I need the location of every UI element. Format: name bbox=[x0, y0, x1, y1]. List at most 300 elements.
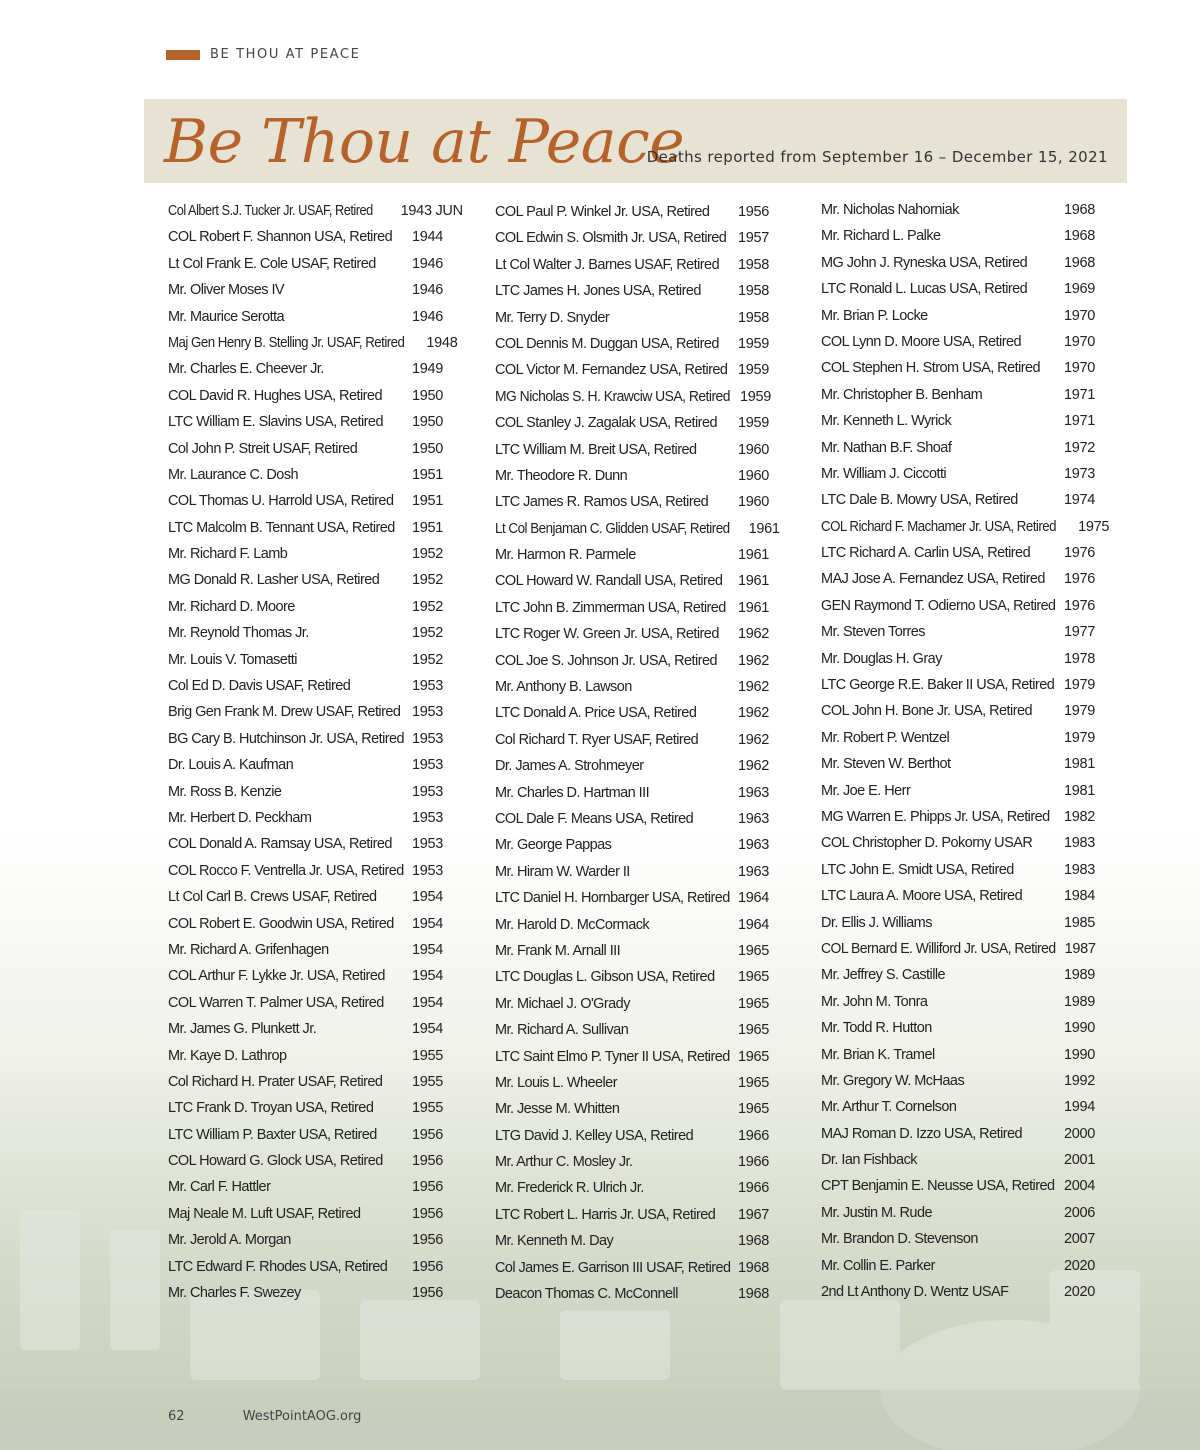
obituary-entry bbox=[168, 277, 443, 303]
deceased-name: COL John H. Bone Jr. USA, Retired bbox=[821, 703, 1032, 720]
obituary-entry bbox=[821, 619, 1095, 645]
class-year: 1976 bbox=[1063, 597, 1095, 614]
obituary-entry bbox=[821, 461, 1095, 487]
deceased-name: Mr. Charles E. Cheever Jr. bbox=[168, 361, 324, 378]
class-year: 1959 bbox=[737, 335, 769, 352]
class-year: 1952 bbox=[411, 598, 443, 615]
obituary-entry bbox=[821, 408, 1095, 434]
class-year: 1955 bbox=[411, 1047, 443, 1064]
class-year: 1951 bbox=[411, 493, 443, 510]
obituary-entry bbox=[821, 487, 1095, 513]
obituary-entry bbox=[168, 1280, 443, 1306]
deceased-name: Mr. Brian K. Tramel bbox=[821, 1046, 935, 1063]
deceased-name: LTC John B. Zimmerman USA, Retired bbox=[495, 599, 726, 616]
class-year: 1968 bbox=[1063, 202, 1095, 218]
class-year: 1954 bbox=[411, 915, 443, 932]
class-year: 1965 bbox=[737, 1048, 769, 1065]
class-year: 2000 bbox=[1063, 1125, 1095, 1142]
class-year: 1966 bbox=[737, 1127, 769, 1144]
obituary-entry bbox=[495, 700, 769, 726]
obituary-entry bbox=[495, 568, 769, 594]
class-year: 2006 bbox=[1063, 1204, 1095, 1221]
class-year: 1953 bbox=[411, 836, 443, 853]
obituary-entry bbox=[168, 1122, 443, 1148]
obituary-entry bbox=[168, 963, 443, 989]
class-year: 1976 bbox=[1063, 545, 1095, 562]
deceased-name: Lt Col Carl B. Crews USAF, Retired bbox=[168, 889, 377, 906]
class-year: 1987 bbox=[1064, 940, 1096, 957]
obituary-column-2 bbox=[495, 199, 780, 1307]
deceased-name: COL Donald A. Ramsay USA, Retired bbox=[168, 836, 392, 853]
deceased-name: Mr. Steven Torres bbox=[821, 624, 926, 641]
deceased-name: Mr. James G. Plunkett Jr. bbox=[168, 1021, 317, 1038]
class-year: 1953 bbox=[411, 678, 443, 695]
class-year: 1943 JUN bbox=[400, 203, 463, 219]
deceased-name: Mr. Richard A. Sullivan bbox=[495, 1022, 629, 1039]
class-year: 1968 bbox=[1063, 254, 1095, 271]
obituary-entry bbox=[821, 1173, 1095, 1199]
deceased-name: LTC George R.E. Baker II USA, Retired bbox=[821, 677, 1055, 694]
deceased-name: Mr. Charles F. Swezey bbox=[168, 1285, 301, 1302]
deceased-name: Mr. William J. Ciccotti bbox=[821, 465, 947, 482]
deceased-name: COL Lynn D. Moore USA, Retired bbox=[821, 333, 1022, 350]
obituary-entry bbox=[821, 566, 1095, 592]
deceased-name: LTC William M. Breit USA, Retired bbox=[495, 441, 697, 458]
obituary-entry bbox=[495, 595, 769, 621]
deceased-name: COL Stephen H. Strom USA, Retired bbox=[821, 360, 1041, 377]
class-year: 1990 bbox=[1063, 1020, 1095, 1037]
deceased-name: COL Robert F. Shannon USA, Retired bbox=[168, 229, 393, 246]
obituary-entry bbox=[168, 620, 443, 646]
obituary-entry bbox=[495, 1255, 769, 1281]
class-year: 1981 bbox=[1063, 782, 1095, 799]
obituary-entry bbox=[168, 726, 443, 752]
deceased-name: MG Warren E. Phipps Jr. USA, Retired bbox=[821, 808, 1050, 825]
deceased-name: Deacon Thomas C. McConnell bbox=[495, 1286, 678, 1303]
obituary-entry bbox=[495, 1123, 769, 1149]
obituary-entry bbox=[821, 382, 1095, 408]
deceased-name: MG Nicholas S. H. Krawciw USA, Retired bbox=[495, 388, 730, 405]
class-year: 1953 bbox=[411, 704, 443, 721]
class-year: 1962 bbox=[737, 758, 769, 775]
deceased-name: COL Howard G. Glock USA, Retired bbox=[168, 1153, 383, 1170]
obituary-entry bbox=[495, 674, 769, 700]
obituary-entry bbox=[495, 1070, 769, 1096]
deceased-name: Mr. Jesse M. Whitten bbox=[495, 1101, 620, 1118]
deceased-name: Maj Neale M. Luft USAF, Retired bbox=[168, 1205, 361, 1222]
obituary-entry bbox=[821, 1253, 1095, 1279]
obituary-entry bbox=[495, 885, 769, 911]
deceased-name: Col Albert S.J. Tucker Jr. USAF, Retired bbox=[168, 203, 373, 219]
deceased-name: Mr. Laurance C. Dosh bbox=[168, 466, 299, 483]
obituary-entry bbox=[495, 1281, 769, 1307]
class-year: 1968 bbox=[737, 1233, 769, 1250]
deceased-name: LTC Roger W. Green Jr. USA, Retired bbox=[495, 626, 719, 643]
deceased-name: Mr. Michael J. O'Grady bbox=[495, 995, 630, 1012]
class-year: 1953 bbox=[411, 783, 443, 800]
obituary-entry bbox=[495, 991, 769, 1017]
class-year: 1952 bbox=[411, 651, 443, 668]
class-year: 1964 bbox=[737, 890, 769, 907]
deceased-name: Mr. Frederick R. Ulrich Jr. bbox=[495, 1180, 644, 1197]
class-year: 1959 bbox=[740, 388, 772, 405]
deceased-name: Mr. Terry D. Snyder bbox=[495, 309, 610, 326]
class-year: 1977 bbox=[1063, 624, 1095, 641]
obituary-entry bbox=[168, 805, 443, 831]
obituary-entry bbox=[821, 646, 1095, 672]
obituary-entry bbox=[495, 648, 769, 674]
deceased-name: MG John J. Ryneska USA, Retired bbox=[821, 254, 1028, 271]
obituary-entry bbox=[168, 990, 443, 1016]
deceased-name: Mr. Harmon R. Parmele bbox=[495, 547, 636, 564]
obituary-entry bbox=[495, 1202, 769, 1228]
deceased-name: Mr. Ross B. Kenzie bbox=[168, 783, 282, 800]
deceased-name: COL Arthur F. Lykke Jr. USA, Retired bbox=[168, 968, 385, 985]
class-year: 2020 bbox=[1063, 1284, 1095, 1301]
class-year: 1965 bbox=[737, 1101, 769, 1118]
class-year: 1979 bbox=[1063, 703, 1095, 720]
obituary-entry bbox=[821, 329, 1095, 355]
obituary-entry bbox=[168, 1069, 443, 1095]
class-year: 1970 bbox=[1063, 333, 1095, 350]
obituary-entry bbox=[495, 938, 769, 964]
obituary-entry bbox=[495, 1096, 769, 1122]
obituary-entry bbox=[821, 830, 1095, 856]
deceased-name: LTC Ronald L. Lucas USA, Retired bbox=[821, 281, 1028, 298]
obituary-entry bbox=[495, 621, 769, 647]
class-year: 1963 bbox=[737, 863, 769, 880]
obituary-entry bbox=[168, 699, 443, 725]
deceased-name: Mr. Nathan B.F. Shoaf bbox=[821, 439, 952, 456]
class-year: 1982 bbox=[1063, 808, 1095, 825]
deceased-name: Mr. Hiram W. Warder II bbox=[495, 863, 630, 880]
class-year: 1946 bbox=[411, 308, 443, 325]
obituary-entry bbox=[821, 355, 1095, 381]
obituary-entry bbox=[821, 1121, 1095, 1147]
deceased-name: Dr. Louis A. Kaufman bbox=[168, 757, 294, 774]
deceased-name: MG Donald R. Lasher USA, Retired bbox=[168, 572, 380, 589]
deceased-name: COL Paul P. Winkel Jr. USA, Retired bbox=[495, 204, 710, 220]
obituary-entry bbox=[495, 410, 769, 436]
obituary-column-1 bbox=[168, 198, 463, 1306]
deceased-name: BG Cary B. Hutchinson Jr. USA, Retired bbox=[168, 730, 405, 747]
obituary-entry bbox=[495, 753, 769, 779]
obituary-entry bbox=[821, 1200, 1095, 1226]
deceased-name: Col Richard H. Prater USAF, Retired bbox=[168, 1073, 383, 1090]
deceased-name: Mr. Jeffrey S. Castille bbox=[821, 967, 946, 984]
obituary-entry bbox=[168, 1043, 443, 1069]
deceased-name: LTC Donald A. Price USA, Retired bbox=[495, 705, 697, 722]
obituary-entry bbox=[821, 936, 1095, 962]
obituary-entry bbox=[821, 857, 1095, 883]
class-year: 1984 bbox=[1063, 888, 1095, 905]
deceased-name: COL Edwin S. Olsmith Jr. USA, Retired bbox=[495, 230, 727, 247]
deceased-name: Mr. Richard A. Grifenhagen bbox=[168, 941, 329, 958]
class-year: 1985 bbox=[1063, 914, 1095, 931]
deceased-name: COL Rocco F. Ventrella Jr. USA, Retired bbox=[168, 862, 404, 879]
obituary-entry bbox=[495, 780, 769, 806]
obituary-entry bbox=[168, 224, 443, 250]
class-year: 1959 bbox=[737, 362, 769, 379]
class-year: 1962 bbox=[737, 705, 769, 722]
class-year: 1961 bbox=[737, 573, 769, 590]
deceased-name: Mr. Justin M. Rude bbox=[821, 1204, 932, 1221]
class-year: 1952 bbox=[411, 625, 443, 642]
class-year: 1976 bbox=[1063, 571, 1095, 588]
class-year: 1961 bbox=[737, 599, 769, 616]
class-year: 1946 bbox=[411, 282, 443, 299]
deceased-name: LTC Richard A. Carlin USA, Retired bbox=[821, 545, 1031, 562]
obituary-entry bbox=[168, 1254, 443, 1280]
class-year: 1992 bbox=[1063, 1072, 1095, 1089]
class-year: 1962 bbox=[737, 626, 769, 643]
class-year: 1962 bbox=[737, 652, 769, 669]
class-year: 1963 bbox=[737, 810, 769, 827]
obituary-entry bbox=[821, 1068, 1095, 1094]
obituary-entry bbox=[495, 199, 769, 225]
class-year: 1981 bbox=[1063, 756, 1095, 773]
deceased-name: COL Dennis M. Duggan USA, Retired bbox=[495, 335, 719, 352]
obituary-entry bbox=[168, 1227, 443, 1253]
deceased-name: LTC Dale B. Mowry USA, Retired bbox=[821, 492, 1018, 509]
obituary-entry bbox=[821, 804, 1095, 830]
class-year: 1963 bbox=[737, 784, 769, 801]
deceased-name: Mr. Herbert D. Peckham bbox=[168, 809, 312, 826]
page-footer bbox=[168, 1409, 361, 1424]
obituary-entry bbox=[821, 725, 1095, 751]
class-year: 1949 bbox=[411, 361, 443, 378]
obituary-entry bbox=[821, 1094, 1095, 1120]
deceased-name: Brig Gen Frank M. Drew USAF, Retired bbox=[168, 704, 401, 721]
class-year: 1968 bbox=[737, 1259, 769, 1276]
section-tag-bar bbox=[166, 50, 200, 60]
obituary-entry bbox=[821, 1147, 1095, 1173]
class-year: 1960 bbox=[737, 467, 769, 484]
deceased-name: Mr. Oliver Moses IV bbox=[168, 282, 285, 299]
class-year: 1978 bbox=[1063, 650, 1095, 667]
class-year: 1970 bbox=[1063, 307, 1095, 324]
deceased-name: Mr. Steven W. Berthot bbox=[821, 756, 951, 773]
obituary-entry bbox=[168, 488, 443, 514]
class-year: 1989 bbox=[1063, 993, 1095, 1010]
deceased-name: COL Thomas U. Harrold USA, Retired bbox=[168, 493, 394, 510]
obituary-entry bbox=[821, 1226, 1095, 1252]
deceased-name: LTC Robert L. Harris Jr. USA, Retired bbox=[495, 1206, 716, 1223]
class-year: 1962 bbox=[737, 731, 769, 748]
deceased-name: LTC James R. Ramos USA, Retired bbox=[495, 494, 709, 511]
obituary-entry bbox=[495, 278, 769, 304]
obituary-entry bbox=[168, 462, 443, 488]
section-tag-text: BE THOU AT PEACE bbox=[210, 47, 361, 62]
deceased-name: COL Christopher D. Pokorny USAR bbox=[821, 835, 1033, 852]
deceased-name: Mr. Louis V. Tomasetti bbox=[168, 651, 297, 668]
class-year: 1952 bbox=[411, 546, 443, 563]
obituary-entry bbox=[168, 409, 443, 435]
class-year: 1959 bbox=[737, 415, 769, 432]
deceased-name: MAJ Jose A. Fernandez USA, Retired bbox=[821, 571, 1045, 588]
obituary-entry bbox=[168, 436, 443, 462]
class-year: 1968 bbox=[737, 1286, 769, 1303]
obituary-entry bbox=[495, 489, 769, 515]
class-year: 1979 bbox=[1063, 677, 1095, 694]
obituary-entry bbox=[821, 778, 1095, 804]
obituary-entry bbox=[168, 594, 443, 620]
deceased-name: LTC Laura A. Moore USA, Retired bbox=[821, 888, 1023, 905]
deceased-name: LTC Douglas L. Gibson USA, Retired bbox=[495, 969, 715, 986]
deceased-name: COL Richard F. Machamer Jr. USA, Retired bbox=[821, 518, 1056, 535]
class-year: 1972 bbox=[1063, 439, 1095, 456]
deceased-name: Mr. Richard L. Palke bbox=[821, 228, 941, 245]
class-year: 1968 bbox=[1063, 228, 1095, 245]
deceased-name: Mr. Louis L. Wheeler bbox=[495, 1074, 617, 1091]
deceased-name: COL Stanley J. Zagalak USA, Retired bbox=[495, 415, 717, 432]
obituary-entry bbox=[821, 962, 1095, 988]
class-year: 1956 bbox=[411, 1285, 443, 1302]
class-year: 1983 bbox=[1063, 835, 1095, 852]
obituary-entry bbox=[495, 1228, 769, 1254]
class-year: 1975 bbox=[1078, 518, 1110, 535]
obituary-entry bbox=[495, 331, 769, 357]
class-year: 1951 bbox=[411, 466, 443, 483]
obituary-entry bbox=[168, 304, 443, 330]
class-year: 1965 bbox=[737, 995, 769, 1012]
obituary-entry bbox=[495, 225, 769, 251]
deceased-name: Mr. Arthur C. Mosley Jr. bbox=[495, 1154, 633, 1171]
class-year: 1973 bbox=[1063, 465, 1095, 482]
obituary-entry bbox=[495, 727, 769, 753]
class-year: 1965 bbox=[737, 1022, 769, 1039]
deceased-name: LTC Daniel H. Hornbarger USA, Retired bbox=[495, 890, 730, 907]
obituary-entry bbox=[495, 384, 772, 410]
deceased-name: Mr. Jerold A. Morgan bbox=[168, 1232, 291, 1249]
obituary-entry bbox=[168, 937, 443, 963]
deceased-name: Mr. Reynold Thomas Jr. bbox=[168, 625, 309, 642]
class-year: 1969 bbox=[1063, 281, 1095, 298]
class-year: 1974 bbox=[1063, 492, 1095, 509]
deceased-name: Mr. Brian P. Locke bbox=[821, 307, 928, 324]
class-year: 1953 bbox=[411, 757, 443, 774]
deceased-name: Mr. Carl F. Hattler bbox=[168, 1179, 271, 1196]
obituary-entry bbox=[821, 989, 1095, 1015]
deceased-name: Col John P. Streit USAF, Retired bbox=[168, 440, 358, 457]
deceased-name: COL Joe S. Johnson Jr. USA, Retired bbox=[495, 652, 717, 669]
class-year: 1956 bbox=[737, 204, 769, 220]
deceased-name: Lt Col Frank E. Cole USAF, Retired bbox=[168, 255, 376, 272]
class-year: 1955 bbox=[411, 1100, 443, 1117]
page-number: 62 bbox=[168, 1409, 185, 1424]
deceased-name: Mr. Kaye D. Lathrop bbox=[168, 1047, 287, 1064]
obituary-entry bbox=[495, 252, 769, 278]
class-year: 1953 bbox=[411, 730, 443, 747]
deceased-name: COL Bernard E. Williford Jr. USA, Retired bbox=[821, 940, 1056, 957]
class-year: 1958 bbox=[737, 283, 769, 300]
class-year: 1966 bbox=[737, 1180, 769, 1197]
deceased-name: Mr. Gregory W. McHaas bbox=[821, 1072, 965, 1089]
deceased-name: MAJ Roman D. Izzo USA, Retired bbox=[821, 1125, 1023, 1142]
obituary-entry bbox=[168, 831, 443, 857]
obituary-entry bbox=[495, 832, 769, 858]
obituary-entry bbox=[495, 806, 769, 832]
class-year: 1951 bbox=[411, 519, 443, 536]
deceased-name: Mr. Douglas H. Gray bbox=[821, 650, 942, 667]
obituary-entry bbox=[821, 197, 1095, 223]
class-year: 1956 bbox=[411, 1126, 443, 1143]
class-year: 1954 bbox=[411, 994, 443, 1011]
page-subtitle: Deaths reported from September 16 – December 15, 2021 bbox=[646, 148, 1108, 166]
obituary-entry bbox=[495, 1017, 769, 1043]
obituary-entry bbox=[168, 779, 443, 805]
deceased-name: Mr. George Pappas bbox=[495, 837, 612, 854]
obituary-entry bbox=[821, 276, 1095, 302]
deceased-name: COL Howard W. Randall USA, Retired bbox=[495, 573, 723, 590]
class-year: 1956 bbox=[411, 1179, 443, 1196]
class-year: 1979 bbox=[1063, 729, 1095, 746]
deceased-name: Mr. Kenneth M. Day bbox=[495, 1233, 614, 1250]
deceased-name: LTC John E. Smidt USA, Retired bbox=[821, 861, 1014, 878]
page-title: Be Thou at Peace bbox=[164, 107, 685, 177]
deceased-name: Maj Gen Henry B. Stelling Jr. USAF, Retired bbox=[168, 334, 405, 351]
class-year: 1957 bbox=[737, 230, 769, 247]
obituary-entry bbox=[495, 1175, 769, 1201]
obituary-entry bbox=[168, 567, 443, 593]
obituary-entry bbox=[495, 542, 769, 568]
deceased-name: Lt Col Walter J. Barnes USAF, Retired bbox=[495, 256, 720, 273]
obituary-column-3 bbox=[821, 197, 1110, 1305]
obituary-entry bbox=[821, 435, 1095, 461]
class-year: 2001 bbox=[1063, 1152, 1095, 1169]
obituary-entry bbox=[168, 515, 443, 541]
obituary-entry bbox=[495, 357, 769, 383]
class-year: 1956 bbox=[411, 1258, 443, 1275]
class-year: 1955 bbox=[411, 1073, 443, 1090]
obituary-entry bbox=[821, 1042, 1095, 1068]
obituary-entry bbox=[495, 1044, 769, 1070]
deceased-name: Mr. Anthony B. Lawson bbox=[495, 679, 632, 696]
deceased-name: Col Ed D. Davis USAF, Retired bbox=[168, 678, 351, 695]
class-year: 1971 bbox=[1063, 413, 1095, 430]
obituary-entry bbox=[168, 752, 443, 778]
obituary-entry bbox=[495, 1149, 769, 1175]
obituary-entry bbox=[821, 223, 1095, 249]
class-year: 1954 bbox=[411, 889, 443, 906]
deceased-name: COL Dale F. Means USA, Retired bbox=[495, 810, 694, 827]
deceased-name: Mr. Harold D. McCormack bbox=[495, 916, 650, 933]
obituary-entry bbox=[168, 198, 463, 224]
deceased-name: Mr. Todd R. Hutton bbox=[821, 1020, 932, 1037]
class-year: 1990 bbox=[1063, 1046, 1095, 1063]
header-band bbox=[144, 99, 1127, 183]
obituary-entry bbox=[495, 516, 780, 542]
class-year: 2007 bbox=[1063, 1231, 1095, 1248]
obituary-entry bbox=[168, 541, 443, 567]
deceased-name: Col James E. Garrison III USAF, Retired bbox=[495, 1259, 731, 1276]
class-year: 1965 bbox=[737, 969, 769, 986]
deceased-name: Dr. Ian Fishback bbox=[821, 1152, 917, 1169]
deceased-name: Mr. Arthur T. Cornelson bbox=[821, 1099, 957, 1116]
deceased-name: Mr. Maurice Serotta bbox=[168, 308, 285, 325]
class-year: 1948 bbox=[426, 334, 458, 351]
obituary-entry bbox=[495, 912, 769, 938]
site-url: WestPointAOG.org bbox=[242, 1409, 362, 1424]
obituary-entry bbox=[168, 858, 443, 884]
deceased-name: LTC Malcolm B. Tennant USA, Retired bbox=[168, 519, 395, 536]
class-year: 1971 bbox=[1063, 386, 1095, 403]
deceased-name: COL David R. Hughes USA, Retired bbox=[168, 387, 382, 404]
obituary-entry bbox=[168, 251, 443, 277]
obituary-entry bbox=[495, 964, 769, 990]
obituary-entry bbox=[821, 883, 1095, 909]
deceased-name: Mr. Charles D. Hartman III bbox=[495, 784, 650, 801]
